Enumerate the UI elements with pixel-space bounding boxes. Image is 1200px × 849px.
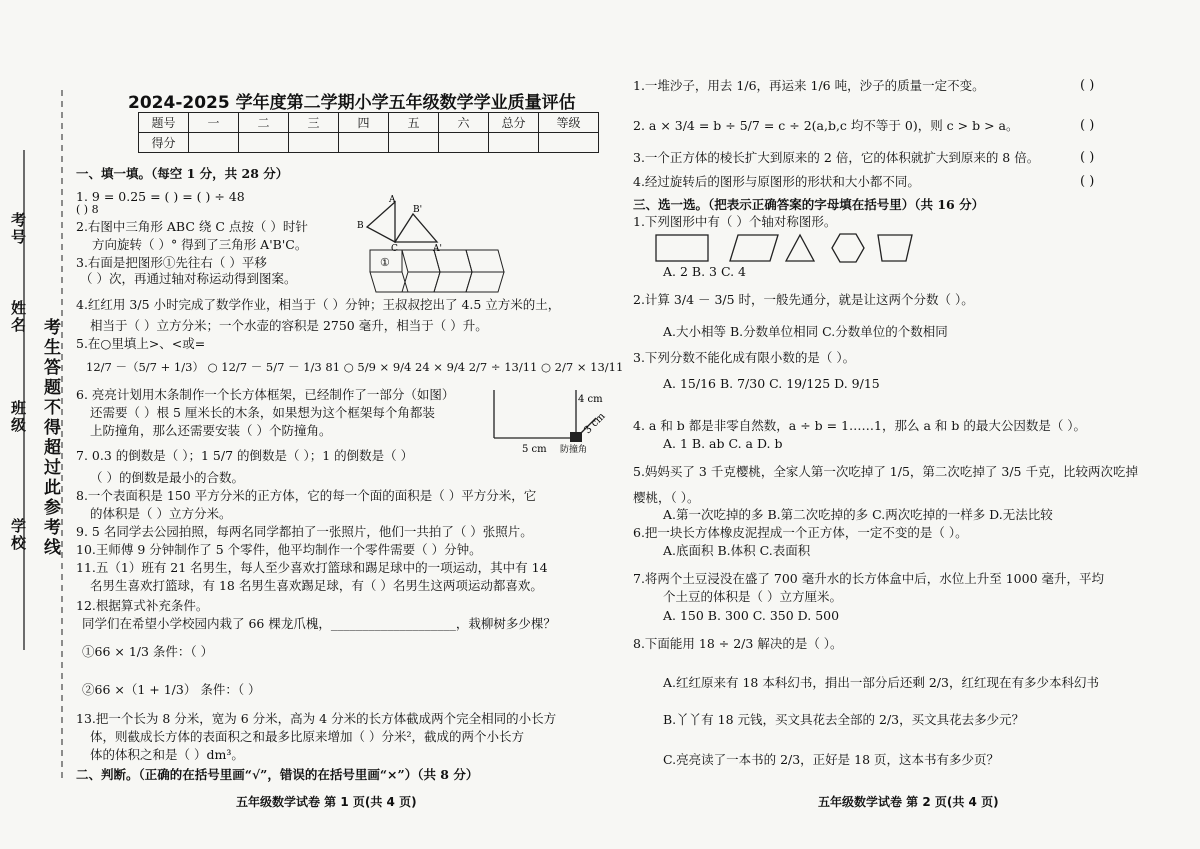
q4-line2: 相当于（ ）立方分米；一个水壶的容积是 2750 毫升，相当于（ ）升。	[90, 318, 488, 333]
q8-line1: 8.一个表面积是 150 平方分米的正方体，它的每一个面的面积是（ ）平方分米，它	[76, 488, 537, 503]
label-C: C	[391, 244, 398, 252]
q11-line1: 11.五（1）班有 21 名男生，每人至少喜欢打篮球和踢足球中的一项运动，其中有 14	[76, 560, 548, 575]
q6-line1: 6. 亮亮计划用木条制作一个长方体框架，已经制作了一部分（如图）	[76, 387, 455, 402]
score-input[interactable]	[539, 133, 599, 153]
q6-line2: 还需要（ ）根 5 厘米长的木条，如果想为这个框架每个角都装	[90, 405, 435, 420]
q3-line1: 3.右面是把图形①先往右（ ）平移	[76, 255, 267, 270]
q13-line3: 体的体积之和是（ ）dm³。	[90, 747, 244, 762]
q5-heading: 5.在○里填上>、<或=	[76, 336, 206, 351]
binding-lines	[0, 0, 70, 849]
choice-4: 4. a 和 b 都是非零自然数，a ÷ b = 1……1，那么 a 和 b 的最大公因数是（ ）。	[633, 418, 1087, 433]
choice-1: 1.下列图形中有（ ）个轴对称图形。	[633, 214, 837, 229]
section-1-heading: 一、填一填。（每空 1 分，共 28 分）	[76, 166, 289, 181]
score-input[interactable]	[439, 133, 489, 153]
side-school: 学校	[9, 518, 27, 552]
q1: 1. 9 = 0.25 = ( ) = ( ) ÷ 48	[76, 189, 245, 204]
score-cell: 六	[439, 113, 489, 133]
section-3-heading: 三、选一选。（把表示正确答案的字母填在括号里）（共 16 分）	[633, 197, 985, 212]
side-class: 班级	[9, 400, 27, 434]
shapes-figure	[654, 231, 944, 265]
side-exam-no: 考号	[9, 212, 27, 246]
pattern-figure	[368, 248, 518, 296]
label-A: A	[389, 195, 396, 205]
dim-3cm: 3 cm	[582, 410, 608, 437]
side-warning: 考生答题不得超过此参考线	[40, 318, 60, 558]
section-2-heading: 二、判断。（正确的在括号里画“√”，错误的在括号里画“×”）（共 8 分）	[76, 767, 479, 782]
choice-5-line2: 樱桃，（ ）。	[633, 490, 700, 505]
q4-line1: 4.红红用 3/5 小时完成了数学作业，相当于（ ）分钟；王叔叔挖出了 4.5 立方米的土，	[76, 297, 561, 312]
choice-3-options: A. 15/16 B. 7/30 C. 19/125 D. 9/15	[663, 376, 880, 391]
circle-one-label: ①	[380, 256, 390, 269]
score-input[interactable]	[189, 133, 239, 153]
choice-8-option-b: B.丫丫有 18 元钱，买文具花去全部的 2/3，买文具花去多少元？	[663, 712, 1025, 727]
q1-denominators: ( ) 8	[76, 203, 99, 216]
q9: 9. 5 名同学去公园拍照，每两名同学都拍了一张照片，他们一共拍了（ ）张照片。	[76, 524, 533, 539]
q5-expressions: 12/7 －（5/7 + 1/3） ○ 12/7 － 5/7 － 1/3 81 ○ 5/9 × 9/4 24 × 9/4 2/7 ÷ 13/11 ○ 2/7 × 13/11	[86, 360, 624, 374]
score-cell: 得分	[139, 133, 189, 153]
guard-label: 防撞角	[560, 445, 588, 455]
q2-line1: 2.右图中三角形 ABC 绕 C 点按（ ）时针	[76, 219, 308, 234]
side-name: 姓名	[9, 300, 27, 334]
score-cell: 三	[289, 113, 339, 133]
page-title: 2024-2025 学年度第二学期小学五年级数学学业质量评估	[128, 93, 576, 113]
choice-8-option-c: C.亮亮读了一本书的 2/3，正好是 18 页，这本书有多少页？	[663, 752, 1000, 767]
q13-line1: 13.把一个长为 8 分米，宽为 6 分米，高为 4 分米的长方体截成两个完全相同的小长方	[76, 711, 557, 726]
judge-2: 2. a × 3/4 = b ÷ 5/7 = c ÷ 2(a,b,c 均不等于 0)，则 c > b > a。	[633, 118, 1019, 133]
q12-option-1: ①66 × 1/3 条件：（ ）	[82, 644, 214, 659]
choice-4-options: A. 1 B. ab C. a D. b	[663, 436, 783, 451]
choice-2: 2.计算 3/4 － 3/5 时，一般先通分，就是让这两个分数（ ）。	[633, 292, 974, 307]
q13-line2: 体，则截成长方体的表面积之和最多比原来增加（ ）分米²，截成的两个小长方	[90, 729, 524, 744]
q12-context: 同学们在希望小学校园内栽了 66 棵龙爪槐，____________________，栽柳树多少棵？	[82, 616, 556, 631]
choice-3: 3.下列分数不能化成有限小数的是（ ）。	[633, 350, 856, 365]
footer-page-2: 五年级数学试卷 第 2 页(共 4 页)	[818, 795, 999, 809]
score-cell: 五	[389, 113, 439, 133]
dim-5cm: 5 cm	[522, 444, 547, 455]
dim-4cm: 4 cm	[578, 394, 603, 405]
score-input[interactable]	[339, 133, 389, 153]
triangle-rotation-figure	[355, 192, 445, 252]
choice-7: 7.将两个土豆浸没在盛了 700 毫升水的长方体盒中后，水位上升至 1000 毫升，平均	[633, 571, 1104, 586]
q7-line2: （ ）的倒数是最小的合数。	[90, 470, 244, 485]
choice-5-options: A.第一次吃掉的多 B.第二次吃掉的多 C.两次吃掉的一样多 D.无法比较	[663, 507, 1053, 522]
judge-3-answer[interactable]: ( )	[1080, 150, 1095, 165]
score-cell: 等级	[539, 113, 599, 133]
choice-5: 5.妈妈买了 3 千克樱桃，全家人第一次吃掉了 1/5，第二次吃掉了 3/5 千克，比较两次吃掉	[633, 464, 1138, 479]
judge-1: 1.一堆沙子，用去 1/6，再运来 1/6 吨，沙子的质量一定不变。	[633, 78, 985, 93]
judge-3: 3.一个正方体的棱长扩大到原来的 2 倍，它的体积就扩大到原来的 8 倍。	[633, 150, 1040, 165]
score-table	[138, 112, 599, 153]
label-A-prime: A'	[433, 244, 442, 252]
choice-6: 6.把一块长方体橡皮泥捏成一个正方体，一定不变的是（ ）。	[633, 525, 968, 540]
q11-line2: 名男生喜欢打篮球，有 18 名男生喜欢踢足球，有（ ）名男生这两项运动都喜欢。	[90, 578, 543, 593]
q6-line3: 上防撞角，那么还需要安装（ ）个防撞角。	[90, 423, 332, 438]
label-B-prime: B'	[413, 205, 423, 215]
judge-1-answer[interactable]: ( )	[1080, 78, 1095, 93]
score-input[interactable]	[389, 133, 439, 153]
choice-7-line2: 个土豆的体积是（ ）立方厘米。	[663, 589, 842, 604]
choice-8: 8.下面能用 18 ÷ 2/3 解决的是（ ）。	[633, 636, 843, 651]
choice-8-option-a: A.红红原来有 18 本科幻书，捐出一部分后还剩 2/3，红红现在有多少本科幻书	[663, 675, 1099, 690]
label-B: B	[357, 221, 364, 231]
q12-option-2: ②66 ×（1 + 1/3） 条件：（ ）	[82, 682, 261, 697]
judge-4-answer[interactable]: ( )	[1080, 174, 1095, 189]
choice-2-options: A.大小相等 B.分数单位相同 C.分数单位的个数相同	[663, 324, 948, 339]
q8-line2: 的体积是（ ）立方分米。	[90, 506, 232, 521]
score-input[interactable]	[239, 133, 289, 153]
judge-4: 4.经过旋转后的图形与原图形的形状和大小都不同。	[633, 174, 920, 189]
q12-heading: 12.根据算式补充条件。	[76, 598, 209, 613]
judge-2-answer[interactable]: ( )	[1080, 118, 1095, 133]
score-cell: 四	[339, 113, 389, 133]
choice-7-options: A. 150 B. 300 C. 350 D. 500	[663, 608, 840, 623]
q7-line1: 7. 0.3 的倒数是（ ）；1 5/7 的倒数是（ ）；1 的倒数是（ ）	[76, 448, 414, 463]
score-cell: 二	[239, 113, 289, 133]
choice-6-options: A.底面积 B.体积 C.表面积	[663, 543, 811, 558]
score-cell: 一	[189, 113, 239, 133]
frame-figure	[486, 386, 616, 456]
q3-line2: （ ）次，再通过轴对称运动得到图案。	[80, 271, 297, 286]
choice-1-options: A. 2 B. 3 C. 4	[663, 264, 746, 279]
score-cell: 总分	[489, 113, 539, 133]
q2-line2: 方向旋转（ ）° 得到了三角形 A'B'C。	[92, 237, 308, 252]
score-input[interactable]	[289, 133, 339, 153]
q10: 10.王师傅 9 分钟制作了 5 个零件，他平均制作一个零件需要（ ）分钟。	[76, 542, 482, 557]
score-cell: 题号	[139, 113, 189, 133]
footer-page-1: 五年级数学试卷 第 1 页(共 4 页)	[236, 795, 417, 809]
score-input[interactable]	[489, 133, 539, 153]
